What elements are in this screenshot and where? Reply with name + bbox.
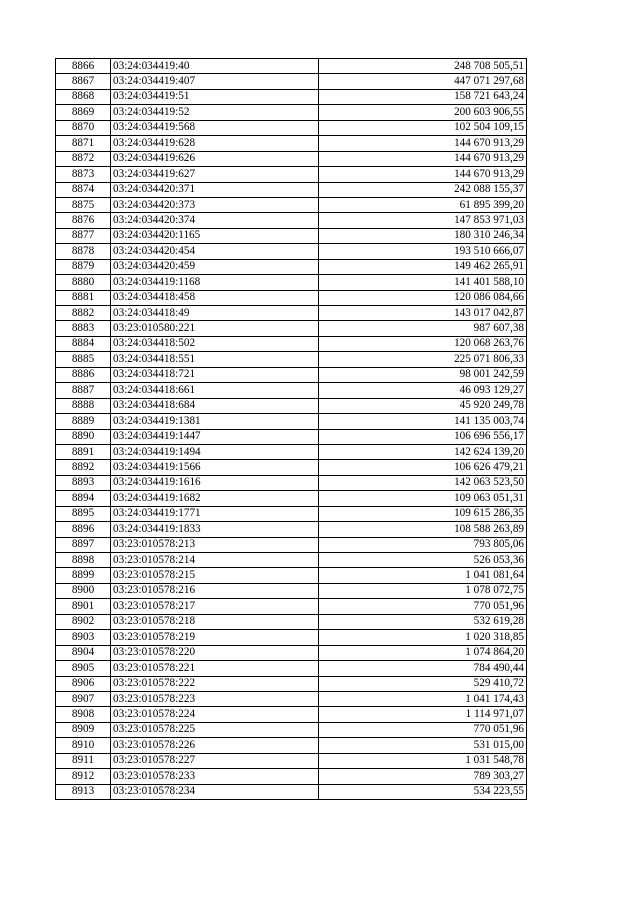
value-cell: 784 490,44 (319, 661, 527, 676)
cadastral-number-cell: 03:24:034419:1381 (111, 414, 319, 429)
row-number-cell: 8889 (56, 414, 111, 429)
value-cell: 141 135 003,74 (319, 414, 527, 429)
cadastral-value-table (55, 58, 527, 800)
value-cell: 98 001 242,59 (319, 367, 527, 382)
row-number-cell: 8900 (56, 583, 111, 598)
value-cell: 526 053,36 (319, 553, 527, 568)
table-row (56, 553, 527, 568)
cadastral-number-cell: 03:24:034419:627 (111, 167, 319, 182)
cadastral-number-cell: 03:24:034418:721 (111, 367, 319, 382)
value-cell: 193 510 666,07 (319, 244, 527, 259)
cadastral-number-cell: 03:23:010578:216 (111, 583, 319, 598)
value-cell: 534 223,55 (319, 784, 527, 799)
table-row (56, 414, 527, 429)
row-number-cell: 8910 (56, 738, 111, 753)
row-number-cell: 8903 (56, 630, 111, 645)
row-number-cell: 8870 (56, 120, 111, 135)
table-row (56, 429, 527, 444)
cadastral-number-cell: 03:24:034420:454 (111, 244, 319, 259)
value-cell: 120 086 084,66 (319, 290, 527, 305)
table-row (56, 614, 527, 629)
table-row (56, 105, 527, 120)
cadastral-number-cell: 03:24:034418:49 (111, 306, 319, 321)
value-cell: 531 015,00 (319, 738, 527, 753)
row-number-cell: 8873 (56, 167, 111, 182)
table-row (56, 722, 527, 737)
value-cell: 180 310 246,34 (319, 228, 527, 243)
table-row (56, 691, 527, 706)
row-number-cell: 8906 (56, 676, 111, 691)
table-row (56, 753, 527, 768)
table-row (56, 367, 527, 382)
table-row (56, 676, 527, 691)
cadastral-number-cell: 03:24:034420:459 (111, 259, 319, 274)
cadastral-number-cell: 03:23:010578:220 (111, 645, 319, 660)
value-cell: 147 853 971,03 (319, 213, 527, 228)
cadastral-number-cell: 03:24:034418:502 (111, 336, 319, 351)
table-row (56, 167, 527, 182)
cadastral-number-cell: 03:24:034419:628 (111, 136, 319, 151)
row-number-cell: 8892 (56, 460, 111, 475)
value-cell: 106 696 556,17 (319, 429, 527, 444)
value-cell: 529 410,72 (319, 676, 527, 691)
row-number-cell: 8908 (56, 707, 111, 722)
row-number-cell: 8869 (56, 105, 111, 120)
value-cell: 789 303,27 (319, 769, 527, 784)
value-cell: 109 615 286,35 (319, 506, 527, 521)
table-row (56, 197, 527, 212)
cadastral-number-cell: 03:24:034419:1566 (111, 460, 319, 475)
value-cell: 142 624 139,20 (319, 444, 527, 459)
table-row (56, 383, 527, 398)
row-number-cell: 8912 (56, 769, 111, 784)
row-number-cell: 8866 (56, 59, 111, 74)
cadastral-number-cell: 03:23:010578:224 (111, 707, 319, 722)
table-row (56, 444, 527, 459)
table-row (56, 769, 527, 784)
cadastral-number-cell: 03:23:010578:218 (111, 614, 319, 629)
value-cell: 1 041 174,43 (319, 691, 527, 706)
row-number-cell: 8884 (56, 336, 111, 351)
row-number-cell: 8874 (56, 182, 111, 197)
row-number-cell: 8897 (56, 537, 111, 552)
value-cell: 149 462 265,91 (319, 259, 527, 274)
table-row (56, 213, 527, 228)
table-row (56, 784, 527, 799)
table-row (56, 398, 527, 413)
cadastral-number-cell: 03:23:010578:219 (111, 630, 319, 645)
value-cell: 987 607,38 (319, 321, 527, 336)
value-cell: 447 071 297,68 (319, 74, 527, 89)
cadastral-number-cell: 03:23:010580:221 (111, 321, 319, 336)
value-cell: 142 063 523,50 (319, 475, 527, 490)
row-number-cell: 8899 (56, 568, 111, 583)
cadastral-number-cell: 03:24:034419:1682 (111, 491, 319, 506)
cadastral-number-cell: 03:24:034420:1165 (111, 228, 319, 243)
row-number-cell: 8907 (56, 691, 111, 706)
row-number-cell: 8872 (56, 151, 111, 166)
cadastral-number-cell: 03:23:010578:214 (111, 553, 319, 568)
value-cell: 61 895 399,20 (319, 197, 527, 212)
table-row (56, 491, 527, 506)
value-cell: 120 068 263,76 (319, 336, 527, 351)
row-number-cell: 8882 (56, 306, 111, 321)
cadastral-number-cell: 03:24:034419:51 (111, 89, 319, 104)
cadastral-number-cell: 03:23:010578:225 (111, 722, 319, 737)
row-number-cell: 8893 (56, 475, 111, 490)
value-cell: 242 088 155,37 (319, 182, 527, 197)
table-row (56, 244, 527, 259)
cadastral-number-cell: 03:24:034418:458 (111, 290, 319, 305)
row-number-cell: 8876 (56, 213, 111, 228)
cadastral-number-cell: 03:24:034418:551 (111, 352, 319, 367)
value-cell: 45 920 249,78 (319, 398, 527, 413)
row-number-cell: 8902 (56, 614, 111, 629)
table-row (56, 568, 527, 583)
table-row (56, 707, 527, 722)
cadastral-number-cell: 03:24:034419:626 (111, 151, 319, 166)
row-number-cell: 8904 (56, 645, 111, 660)
cadastral-number-cell: 03:24:034419:1833 (111, 522, 319, 537)
value-cell: 108 588 263,89 (319, 522, 527, 537)
row-number-cell: 8886 (56, 367, 111, 382)
value-cell: 793 805,06 (319, 537, 527, 552)
table-row (56, 321, 527, 336)
cadastral-number-cell: 03:23:010578:217 (111, 599, 319, 614)
value-cell: 1 074 864,20 (319, 645, 527, 660)
table-row (56, 630, 527, 645)
table-row (56, 738, 527, 753)
table-row (56, 136, 527, 151)
row-number-cell: 8878 (56, 244, 111, 259)
cadastral-number-cell: 03:24:034419:1616 (111, 475, 319, 490)
value-cell: 143 017 042,87 (319, 306, 527, 321)
row-number-cell: 8898 (56, 553, 111, 568)
value-cell: 144 670 913,29 (319, 167, 527, 182)
cadastral-number-cell: 03:24:034419:1771 (111, 506, 319, 521)
table-row (56, 182, 527, 197)
row-number-cell: 8891 (56, 444, 111, 459)
row-number-cell: 8895 (56, 506, 111, 521)
cadastral-number-cell: 03:23:010578:227 (111, 753, 319, 768)
cadastral-number-cell: 03:23:010578:226 (111, 738, 319, 753)
table-row (56, 259, 527, 274)
row-number-cell: 8877 (56, 228, 111, 243)
cadastral-number-cell: 03:24:034419:52 (111, 105, 319, 120)
cadastral-number-cell: 03:24:034419:40 (111, 59, 319, 74)
cadastral-number-cell: 03:24:034419:568 (111, 120, 319, 135)
value-cell: 141 401 588,10 (319, 275, 527, 290)
value-cell: 532 619,28 (319, 614, 527, 629)
value-cell: 109 063 051,31 (319, 491, 527, 506)
cadastral-number-cell: 03:24:034419:407 (111, 74, 319, 89)
row-number-cell: 8879 (56, 259, 111, 274)
table-row (56, 120, 527, 135)
value-cell: 1 041 081,64 (319, 568, 527, 583)
value-cell: 770 051,96 (319, 599, 527, 614)
row-number-cell: 8901 (56, 599, 111, 614)
value-cell: 106 626 479,21 (319, 460, 527, 475)
table-row (56, 151, 527, 166)
value-cell: 102 504 109,15 (319, 120, 527, 135)
table-row (56, 228, 527, 243)
row-number-cell: 8880 (56, 275, 111, 290)
cadastral-number-cell: 03:23:010578:223 (111, 691, 319, 706)
cadastral-number-cell: 03:23:010578:222 (111, 676, 319, 691)
value-cell: 158 721 643,24 (319, 89, 527, 104)
table-row (56, 475, 527, 490)
table-body (56, 59, 527, 800)
table-row (56, 645, 527, 660)
table-row (56, 89, 527, 104)
cadastral-number-cell: 03:24:034419:1447 (111, 429, 319, 444)
table-row (56, 306, 527, 321)
cadastral-number-cell: 03:23:010578:213 (111, 537, 319, 552)
cadastral-number-cell: 03:24:034419:1168 (111, 275, 319, 290)
row-number-cell: 8888 (56, 398, 111, 413)
row-number-cell: 8890 (56, 429, 111, 444)
row-number-cell: 8911 (56, 753, 111, 768)
cadastral-number-cell: 03:23:010578:215 (111, 568, 319, 583)
table-row (56, 460, 527, 475)
value-cell: 200 603 906,55 (319, 105, 527, 120)
cadastral-number-cell: 03:24:034420:373 (111, 197, 319, 212)
cadastral-number-cell: 03:23:010578:233 (111, 769, 319, 784)
row-number-cell: 8868 (56, 89, 111, 104)
row-number-cell: 8909 (56, 722, 111, 737)
row-number-cell: 8896 (56, 522, 111, 537)
table-row (56, 336, 527, 351)
cadastral-number-cell: 03:23:010578:234 (111, 784, 319, 799)
cadastral-number-cell: 03:24:034418:684 (111, 398, 319, 413)
table-row (56, 275, 527, 290)
row-number-cell: 8871 (56, 136, 111, 151)
cadastral-number-cell: 03:24:034420:371 (111, 182, 319, 197)
value-cell: 1 078 072,75 (319, 583, 527, 598)
row-number-cell: 8867 (56, 74, 111, 89)
value-cell: 225 071 806,33 (319, 352, 527, 367)
table-row (56, 599, 527, 614)
row-number-cell: 8905 (56, 661, 111, 676)
table-row (56, 59, 527, 74)
table-row (56, 537, 527, 552)
row-number-cell: 8913 (56, 784, 111, 799)
value-cell: 144 670 913,29 (319, 136, 527, 151)
cadastral-number-cell: 03:24:034418:661 (111, 383, 319, 398)
table-row (56, 583, 527, 598)
cadastral-number-cell: 03:23:010578:221 (111, 661, 319, 676)
row-number-cell: 8875 (56, 197, 111, 212)
value-cell: 46 093 129,27 (319, 383, 527, 398)
table-row (56, 290, 527, 305)
table-row (56, 661, 527, 676)
row-number-cell: 8881 (56, 290, 111, 305)
row-number-cell: 8885 (56, 352, 111, 367)
table-row (56, 74, 527, 89)
row-number-cell: 8883 (56, 321, 111, 336)
table-row (56, 352, 527, 367)
row-number-cell: 8887 (56, 383, 111, 398)
cadastral-number-cell: 03:24:034420:374 (111, 213, 319, 228)
table-row (56, 506, 527, 521)
value-cell: 1 114 971,07 (319, 707, 527, 722)
value-cell: 770 051,96 (319, 722, 527, 737)
table-row (56, 522, 527, 537)
cadastral-number-cell: 03:24:034419:1494 (111, 444, 319, 459)
value-cell: 1 020 318,85 (319, 630, 527, 645)
value-cell: 248 708 505,51 (319, 59, 527, 74)
row-number-cell: 8894 (56, 491, 111, 506)
value-cell: 1 031 548,78 (319, 753, 527, 768)
value-cell: 144 670 913,29 (319, 151, 527, 166)
